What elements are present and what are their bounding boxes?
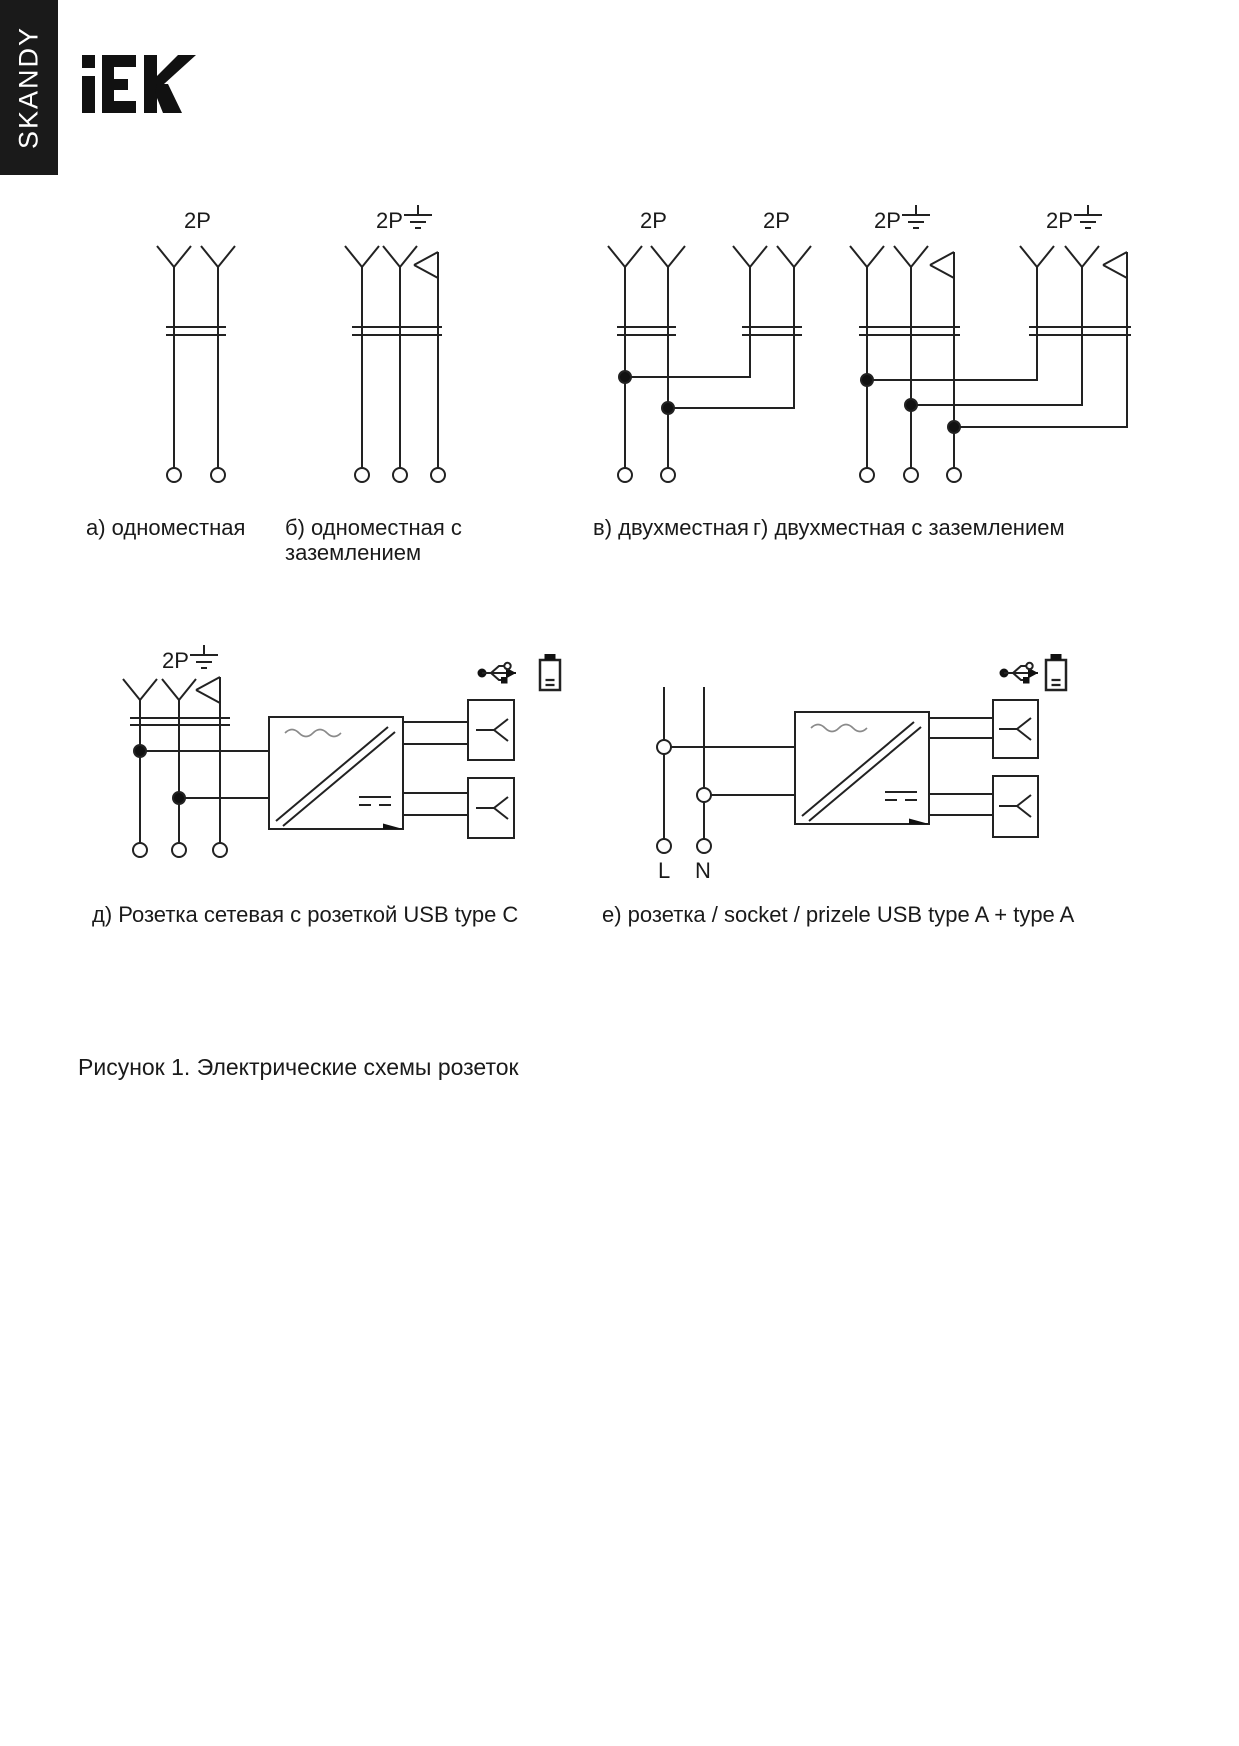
earth-contact-arrow-icon — [1103, 252, 1127, 278]
diagram-v-double-socket — [608, 246, 811, 482]
ground-icon — [190, 645, 218, 668]
diagram-e-socket-usb-a — [657, 654, 1066, 853]
label-2p: 2P — [640, 208, 667, 233]
usb-icon — [1000, 663, 1039, 684]
battery-icon — [540, 654, 560, 690]
caption-a: а) одноместная — [86, 515, 246, 540]
diagram-a-single-socket — [157, 246, 235, 482]
figure-caption: Рисунок 1. Электрические схемы розеток — [78, 1054, 519, 1080]
series-name-vertical: SKANDY — [13, 25, 44, 150]
ground-icon — [902, 205, 930, 228]
ground-icon — [1074, 205, 1102, 228]
caption-g: г) двухместная с заземлением — [753, 515, 1065, 540]
earth-contact-arrow-icon — [196, 677, 220, 703]
diagram-g-double-socket-earthed — [850, 205, 1131, 482]
earth-contact-arrow-icon — [414, 252, 438, 278]
ground-icon — [404, 205, 432, 228]
caption-b-line1: б) одноместная с — [285, 515, 462, 540]
label-2p: 2P — [376, 208, 403, 233]
ac-dc-converter-box — [269, 717, 403, 829]
terminal-label-n: N — [695, 858, 711, 883]
ac-dc-converter-box — [795, 712, 929, 824]
socket-contact-fork-icon — [999, 795, 1031, 817]
terminal-label-l: L — [658, 858, 671, 883]
label-2p: 2P — [874, 208, 901, 233]
label-2p: 2P — [184, 208, 211, 233]
caption-e: е) розетка / socket / prizele USB type A + type A — [602, 902, 1075, 927]
earth-contact-arrow-icon — [930, 252, 954, 278]
diagram-b-single-socket-earthed — [345, 205, 445, 482]
socket-contact-fork-icon — [476, 719, 508, 741]
label-2p: 2P — [1046, 208, 1073, 233]
label-2p: 2P — [763, 208, 790, 233]
label-2p: 2P — [162, 648, 189, 673]
usb-icon — [478, 663, 517, 684]
battery-icon — [1046, 654, 1066, 690]
caption-d: д) Розетка сетевая с розеткой USB type C — [92, 902, 519, 927]
diagram-d-socket-usb-c — [123, 645, 560, 857]
caption-v: в) двухместная — [593, 515, 749, 540]
socket-contact-fork-icon — [999, 718, 1031, 740]
caption-b-line2: заземлением — [285, 540, 422, 565]
socket-contact-fork-icon — [476, 797, 508, 819]
